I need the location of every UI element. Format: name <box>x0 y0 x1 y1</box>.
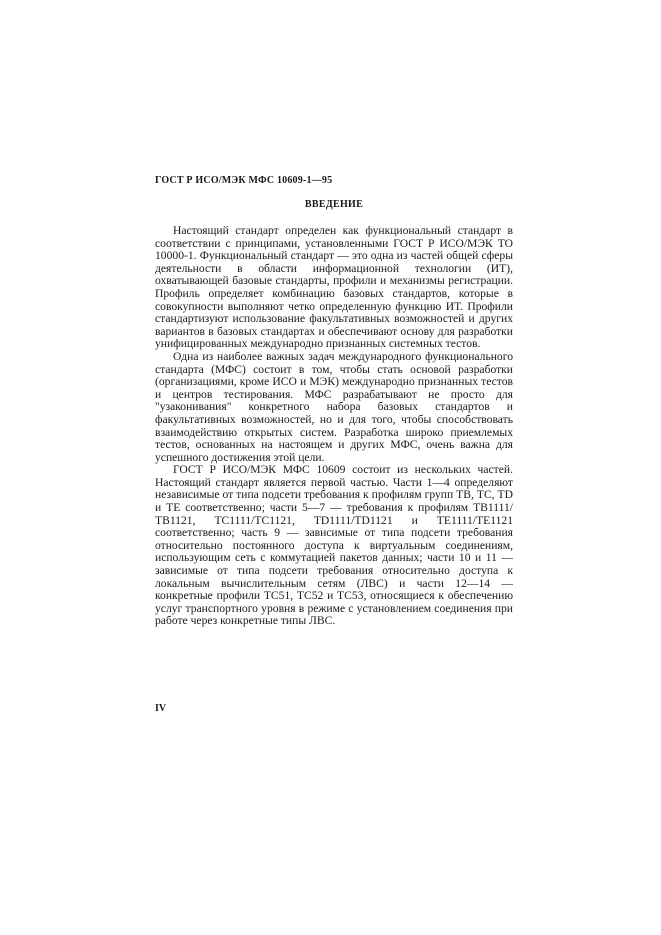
document-header: ГОСТ Р ИСО/МЭК МФС 10609-1—95 <box>155 175 333 186</box>
paragraph: ГОСТ Р ИСО/МЭК МФС 10609 состоит из нескольких частей. Настоящий стандарт является первой частью. Части 1—4 определяют независимые от типа подсети требования к профилям групп ТВ, ТС, TD и ТЕ соответственно; части 5—7 — требования к профилям ТВ1111/ТВ1121, ТС1111/ТС1121, TD1111/TD1121 и ТЕ1111/ТЕ1121 соответственно; часть 9 — зависимые от типа подсети требования относительно постоянного доступа к виртуальным соединениям, использующим сеть с коммутацией пакетов данных; части 10 и 11 — зависимые от типа подсети требования относительно доступа к локальным вычислительным сетям (ЛВС) и части 12—14 — конкретные профили ТС51, ТС52 и ТС53, относящиеся к обеспечению услуг транспортного уровня в режиме с установлением соединения при работе через конкретные типы ЛВС. <box>155 463 513 628</box>
paragraph: Одна из наиболее важных задач международного функционального стандарта (МФС) состоит в том, чтобы стать основой разработки (организациями, кроме ИСО и МЭК) международно признанных тестов и центров тестирования. МФС разрабатывают не просто для "узаконивания" конкретного набора базовых стандартов и факультативных возможностей, но и для того, чтобы способствовать взаимодействию открытых систем. Разработка широко приемлемых тестов, основанных на настоящем и других МФС, очень важна для успешного достижения этой цели. <box>155 349 513 464</box>
document-body <box>155 225 513 628</box>
section-title: ВВЕДЕНИЕ <box>304 199 364 210</box>
paragraph: Настоящий стандарт определен как функциональный стандарт в соответствии с принципами, установленными ГОСТ Р ИСО/МЭК ТО 10000-1. Функциональный стандарт — это одна из частей общей сферы деятельности в области информационной технологии (ИТ), охватывающей базовые стандарты, профили и механизмы регистрации. Профиль определяет комбинацию базовых стандартов, которые в совокупности выполняют четко определенную функцию ИТ. Профили стандартизуют использование факультативных возможностей и других вариантов в базовых стандартах и обеспечивают основу для разработки унифицированных международно признанных системных тестов. <box>155 224 513 351</box>
page-number: IV <box>155 703 167 714</box>
